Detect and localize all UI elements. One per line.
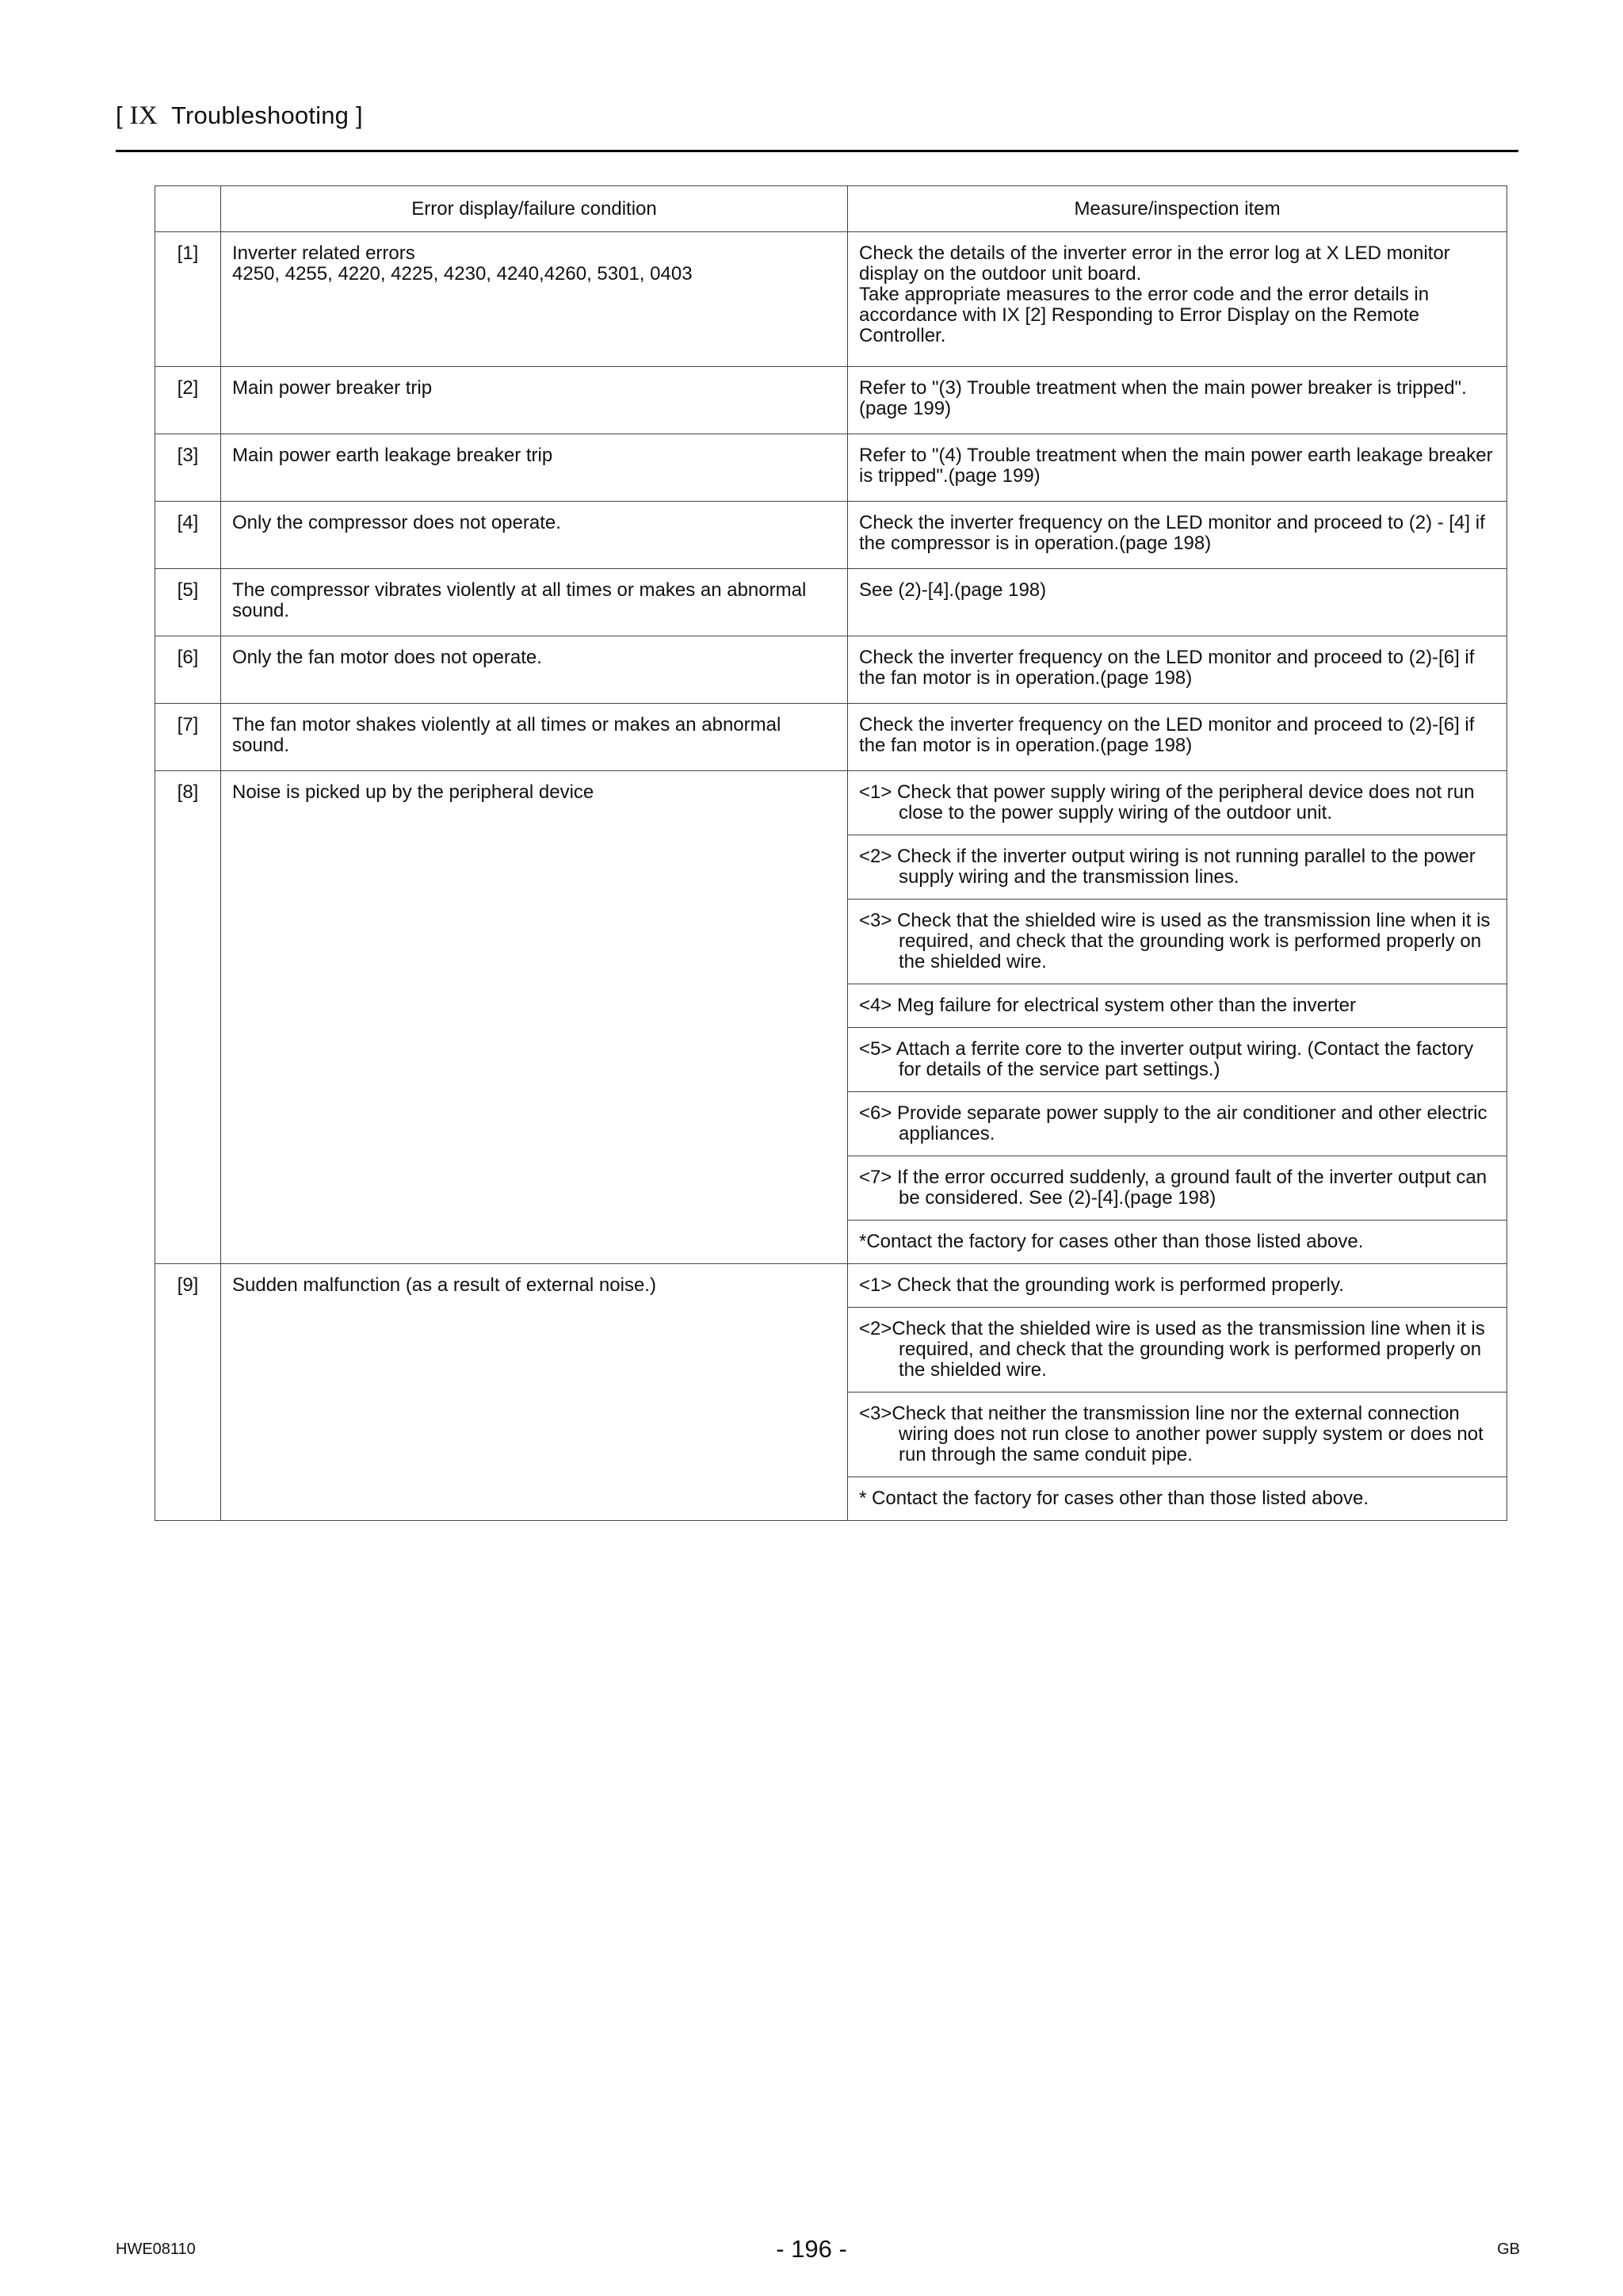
header-rule (116, 150, 1518, 152)
table-row (155, 704, 1507, 771)
section-roman: IX (129, 101, 158, 130)
measure-text: <2>Check that the shielded wire is used as the transmission line when it is required, and check that the grounding work is performed properly on the shielded wire. (859, 1318, 1485, 1381)
table-row (155, 1264, 1507, 1308)
row-number: [6] (155, 636, 221, 704)
measure-item (848, 1092, 1507, 1156)
measure-text: Take appropriate measures to the error code and the error details in accordance with IX [2] Responding to Error Display on the Remote Controller. (859, 284, 1430, 346)
condition-text: The fan motor shakes violently at all times or makes an abnormal sound. (232, 714, 781, 756)
row-number: [1] (155, 232, 221, 367)
measure-item (848, 1156, 1507, 1221)
measure-text: <3> Check that the shielded wire is used as the transmission line when it is required, and check that the grounding work is performed properly on the shielded wire. (859, 910, 1491, 972)
table-row (155, 232, 1507, 367)
table-row (155, 771, 1507, 835)
row-number: [7] (155, 704, 221, 771)
failure-condition (221, 502, 848, 569)
table-row (155, 569, 1507, 636)
col-header-condition: Error display/failure condition (221, 186, 848, 232)
region-code: GB (1497, 2241, 1520, 2258)
measure-item (848, 1308, 1507, 1392)
measure-item (848, 1028, 1507, 1092)
table-row (155, 434, 1507, 502)
measure-text: <1> Check that the grounding work is performed properly. (859, 1274, 1344, 1296)
measure-item (848, 232, 1507, 367)
measure-text: Check the details of the inverter error in the error log at X LED monitor display on the outdoor unit board. (859, 243, 1450, 285)
row-number: [3] (155, 434, 221, 502)
failure-condition (221, 367, 848, 434)
measure-text: See (2)-[4].(page 198) (859, 579, 1047, 601)
measure-text: <3>Check that neither the transmission line nor the external connection wiring does not run close to another power supply system or does not run through the same conduit pipe. (859, 1403, 1484, 1465)
measure-text: <2> Check if the inverter output wiring is not running parallel to the power supply wiring and the transmission lines. (859, 846, 1476, 888)
measure-text: Check the inverter frequency on the LED monitor and proceed to (2)-[6] if the fan motor is in operation.(page 198) (859, 714, 1475, 756)
troubleshooting-table (155, 185, 1507, 1521)
row-number: [2] (155, 367, 221, 434)
page-header: [ IX Troubleshooting ] (116, 101, 363, 130)
condition-text: 4250, 4255, 4220, 4225, 4230, 4240,4260, 5301, 0403 (232, 263, 693, 285)
measure-text: *Contact the factory for cases other than those listed above. (859, 1231, 1364, 1252)
measure-item (848, 1477, 1507, 1521)
failure-condition (221, 569, 848, 636)
table-header-row (155, 186, 1507, 232)
section-title: Troubleshooting (170, 101, 349, 129)
measure-text: <5> Attach a ferrite core to the inverter output wiring. (Contact the factory for details of the service part settings.) (859, 1038, 1474, 1080)
measure-item (848, 367, 1507, 434)
row-number: [5] (155, 569, 221, 636)
table-row (155, 367, 1507, 434)
row-number: [4] (155, 502, 221, 569)
measure-item (848, 984, 1507, 1028)
measure-text: Check the inverter frequency on the LED monitor and proceed to (2) - [4] if the compressor is in operation.(page 198) (859, 512, 1485, 554)
failure-condition (221, 434, 848, 502)
measure-item (848, 1221, 1507, 1264)
condition-text: Noise is picked up by the peripheral device (232, 781, 594, 803)
measure-text: <7> If the error occurred suddenly, a ground fault of the inverter output can be considered. See (2)-[4].(page 198) (859, 1167, 1487, 1209)
row-number: [9] (155, 1264, 221, 1521)
page-number: - 196 - (776, 2235, 847, 2263)
measure-text: * Contact the factory for cases other than those listed above. (859, 1488, 1369, 1509)
measure-text: Refer to "(4) Trouble treatment when the main power earth leakage breaker is tripped".(page 199) (859, 445, 1493, 487)
condition-text: Only the fan motor does not operate. (232, 647, 542, 668)
measure-text: <4> Meg failure for electrical system other than the inverter (859, 995, 1356, 1016)
failure-condition (221, 771, 848, 1264)
measure-text: Check the inverter frequency on the LED monitor and proceed to (2)-[6] if the fan motor is in operation.(page 198) (859, 647, 1475, 689)
measure-item (848, 900, 1507, 984)
condition-text: Only the compressor does not operate. (232, 512, 561, 533)
measure-item (848, 636, 1507, 704)
col-header-num (155, 186, 221, 232)
measure-item (848, 434, 1507, 502)
measure-item (848, 704, 1507, 771)
measure-item (848, 502, 1507, 569)
doc-code: HWE08110 (116, 2241, 196, 2258)
condition-text: The compressor vibrates violently at all times or makes an abnormal sound. (232, 579, 807, 621)
measure-text: Refer to "(3) Trouble treatment when the main power breaker is tripped".(page 199) (859, 377, 1467, 419)
measure-item (848, 771, 1507, 835)
condition-text: Inverter related errors (232, 243, 415, 264)
measure-text: <6> Provide separate power supply to the air conditioner and other electric appliances. (859, 1102, 1487, 1144)
condition-text: Main power breaker trip (232, 377, 433, 399)
condition-text: Sudden malfunction (as a result of external noise.) (232, 1274, 656, 1296)
failure-condition (221, 704, 848, 771)
measure-item (848, 569, 1507, 636)
col-header-measure: Measure/inspection item (848, 186, 1507, 232)
measure-item (848, 1264, 1507, 1308)
measure-text: <1> Check that power supply wiring of the peripheral device does not run close to the power supply wiring of the outdoor unit. (859, 781, 1475, 823)
measure-item (848, 835, 1507, 900)
failure-condition (221, 636, 848, 704)
measure-item (848, 1392, 1507, 1477)
condition-text: Main power earth leakage breaker trip (232, 445, 553, 466)
table-row (155, 502, 1507, 569)
failure-condition (221, 232, 848, 367)
row-number: [8] (155, 771, 221, 1264)
failure-condition (221, 1264, 848, 1521)
table-row (155, 636, 1507, 704)
